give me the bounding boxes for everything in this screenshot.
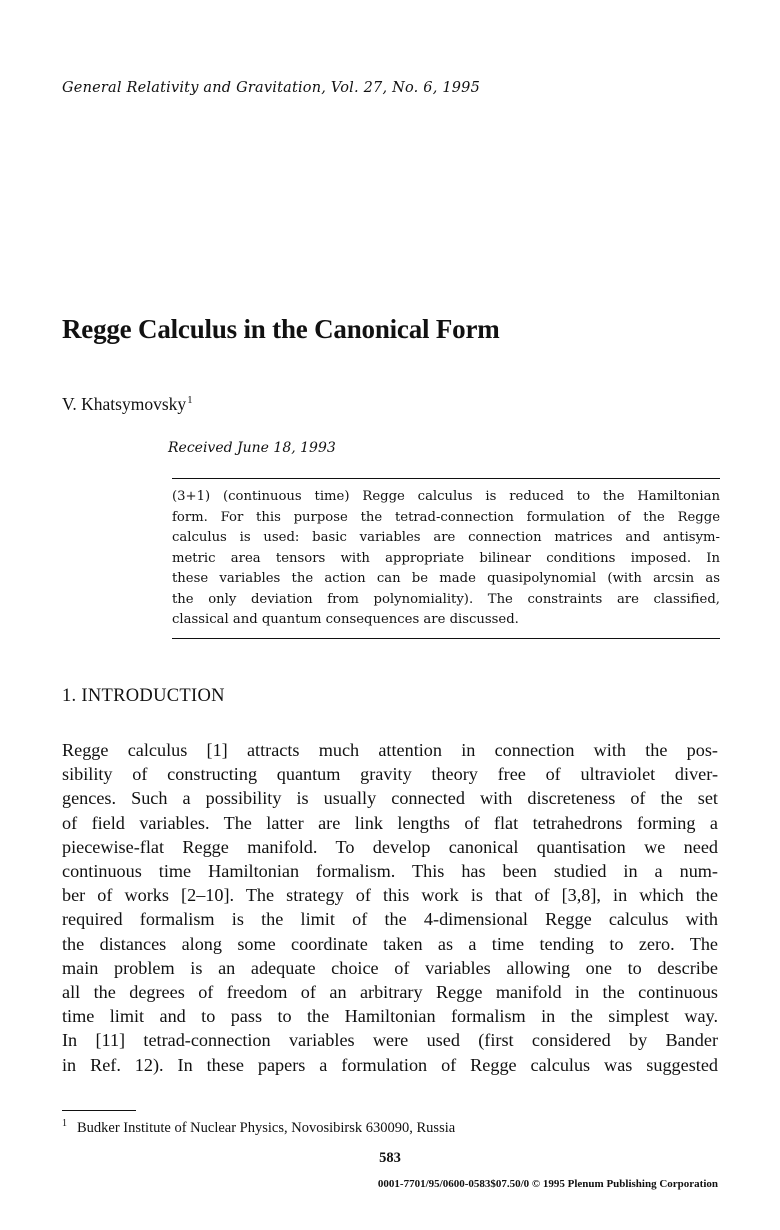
journal-header: General Relativity and Gravitation, Vol. 27, No. 6, 1995	[62, 80, 481, 96]
author-line	[62, 394, 193, 415]
body-line: of field variables. The latter are link lengths of flat tetrahedrons forming a	[62, 812, 718, 833]
copyright-line: 0001-7701/95/0600-0583$07.50/0 © 1995 Plenum Publishing Corporation	[377, 1178, 718, 1190]
abstract	[172, 487, 720, 631]
abstract-line: (3+1) (continuous time) Regge calculus is reduced to the Hamiltonian	[172, 489, 720, 504]
body-line: Regge calculus [1] attracts much attention in connection with the pos-	[62, 740, 718, 760]
footnote	[62, 1118, 455, 1137]
footnote-rule	[62, 1110, 136, 1111]
author-name: V. Khatsymovsky	[62, 394, 187, 414]
body-line: main problem is an adequate choice of variables allowing one to describe	[62, 957, 718, 978]
paper-title: Regge Calculus in the Canonical Form	[62, 314, 500, 344]
body-line: continuous time Hamiltonian formalism. This has been studied in a num-	[62, 861, 718, 882]
page-number: 583	[379, 1150, 401, 1166]
body-line: piecewise-flat Regge manifold. To develop canonical quantisation we need	[62, 836, 718, 857]
abstract-line: metric area tensors with appropriate bilinear conditions imposed. In	[172, 550, 720, 566]
body-line: required formalism is the limit of the 4-dimensional Regge calculus with	[62, 909, 718, 930]
abstract-line: classical and quantum consequences are discussed.	[172, 612, 519, 627]
footnote-mark: 1	[62, 1118, 67, 1129]
abstract-line: these variables the action can be made quasipolynomial (with arcsin as	[172, 571, 720, 586]
author-footnote-mark: 1	[187, 394, 193, 406]
body-line: sibility of constructing quantum gravity theory free of ultraviolet diver-	[62, 764, 718, 785]
abstract-top-rule	[172, 478, 720, 479]
abstract-line: the only deviation from polynomiality). The constraints are classified,	[172, 591, 720, 607]
abstract-line: form. For this purpose the tetrad-connection formulation of the Regge	[172, 509, 720, 525]
section-heading: 1. INTRODUCTION	[62, 686, 225, 706]
body-text	[62, 738, 718, 1077]
received-date: Received June 18, 1993	[168, 440, 336, 456]
body-line: time limit and to pass to the Hamiltonian formalism in the simplest way.	[62, 1006, 718, 1027]
body-line: in Ref. 12). In these papers a formulation of Regge calculus was suggested	[62, 1054, 718, 1075]
body-line: ber of works [2–10]. The strategy of this work is that of [3,8], in which the	[62, 885, 718, 906]
body-line: the distances along some coordinate taken as a time tending to zero. The	[62, 933, 718, 954]
body-line: all the degrees of freedom of an arbitrary Regge manifold in the continuous	[62, 982, 718, 1003]
abstract-bottom-rule	[172, 638, 720, 639]
body-line: gences. Such a possibility is usually connected with discreteness of the set	[62, 788, 718, 809]
footnote-text: Budker Institute of Nuclear Physics, Novosibirsk 630090, Russia	[77, 1120, 456, 1136]
body-line: In [11] tetrad-connection variables were used (first considered by Bander	[62, 1030, 718, 1051]
abstract-line: calculus is used: basic variables are connection matrices and antisym-	[172, 530, 720, 545]
